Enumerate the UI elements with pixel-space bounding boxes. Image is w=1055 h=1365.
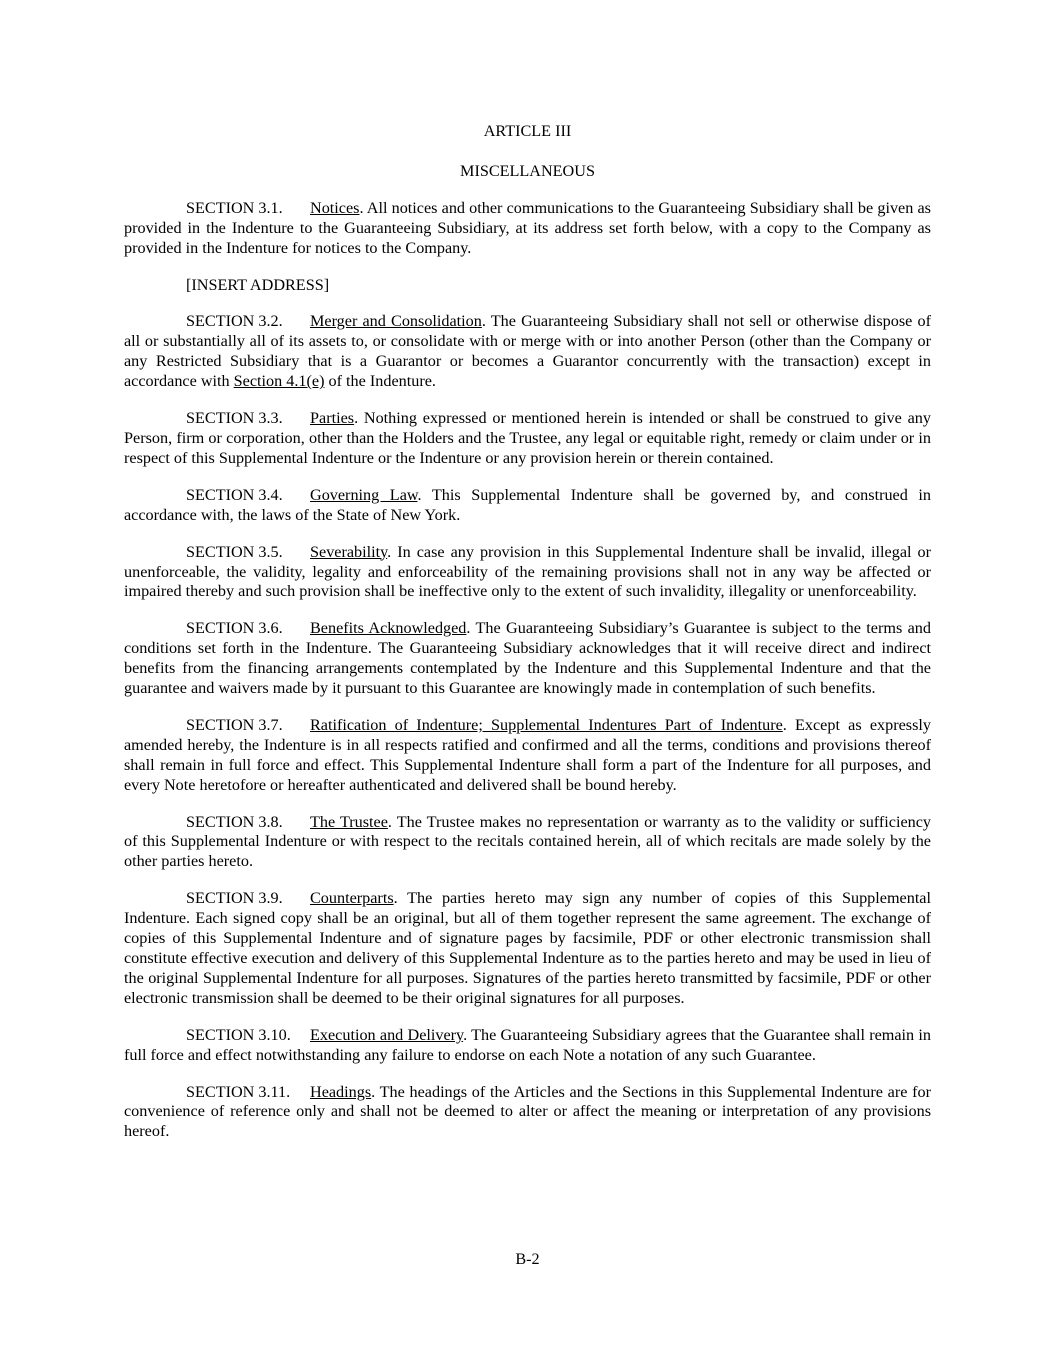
section-caption: Notices (310, 198, 360, 217)
section-reference-link: Section 4.1(e) (233, 372, 325, 391)
section-body: . In case any provision in this Supplemental Indenture shall be invalid, illegal or unenforceable, the validity, legality and enforceability of the remaining provisions shall not in any way be affected or impaired thereby and such provision shall be ineffective only to the extent of such invalidity, illegality or unenforceability. (124, 542, 931, 601)
section-3-4 (124, 486, 931, 526)
section-body: . The headings of the Articles and the Sections in this Supplemental Indenture are for convenience of reference only and shall not be deemed to alter or affect the meaning or interpretation of any provisions hereof. (124, 1082, 931, 1141)
section-body: . The Guaranteeing Subsidiary agrees that the Guarantee shall remain in full force and effect notwithstanding any failure to endorse on each Note a notation of any such Guarantee. (124, 1025, 931, 1064)
section-number: SECTION 3.6. (186, 619, 283, 638)
article-title: MISCELLANEOUS (460, 161, 595, 180)
section-3-11 (124, 1083, 931, 1143)
section-number: SECTION 3.5. (186, 542, 283, 561)
section-body: . Nothing expressed or mentioned herein is intended or shall be construed to give any Person, firm or corporation, other than the Holders and the Trustee, any legal or equitable right, remedy or claim under or in respect of this Supplemental Indenture or the Indenture or any provision herein or therein contained. (124, 409, 931, 467)
section-number: SECTION 3.4. (186, 485, 283, 504)
section-body: . The Trustee makes no representation or warranty as to the validity or sufficiency of this Supplemental Indenture or with respect to the recitals contained herein, all of which recitals are made solely by the other parties hereto. (124, 812, 932, 871)
section-caption: Ratification of Indenture; Supplemental Indentures Part of Indenture (310, 715, 783, 734)
section-body: . All notices and other communications to the Guaranteeing Subsidiary shall be given as provided in the Indenture to the Guaranteeing Subsidiary, at its address set forth below, with a copy to the Company as provided in the Indenture for notices to the Company. (124, 198, 931, 257)
section-body: . This Supplemental Indenture shall be governed by, and construed in accordance with, the laws of the State of New York. (124, 485, 931, 524)
section-number: SECTION 3.8. (186, 812, 283, 831)
section-caption: Severability (310, 542, 388, 561)
section-body: . The Guaranteeing Subsidiary’s Guarantee is subject to the terms and conditions set forth in the Indenture. The Guaranteeing Subsidiary acknowledges that it will receive direct and indirect benefits from the financing arrangements contemplated by the Indenture and this Supplemental Indenture and that the guarantee and waivers made by it pursuant to this Guarantee are knowingly made in contemplation of such benefits. (124, 619, 931, 698)
section-body: . The Guaranteeing Subsidiary shall not sell or otherwise dispose of all or substantially all of its assets to, or consolidate with or merge with or into another Person (other than the Company or any Restricted Subsidiary that is a Guarantor or becomes a Guarantor concurrently with the transaction) except in accordance with (124, 312, 931, 391)
section-caption: Headings (310, 1082, 372, 1101)
page-number: B-2 (515, 1250, 540, 1268)
section-caption: Benefits Acknowledged (310, 619, 467, 638)
section-3-6 (124, 619, 931, 699)
section-number: SECTION 3.1. (186, 198, 283, 217)
section-body: . The parties hereto may sign any number of copies of this Supplemental Indenture. Each signed copy shall be an original, but all of them together represent the same agreement. The exchange of copies of this Supplemental Indenture and of signature pages by facsimile, PDF or other electronic transmission shall constitute effective execution and delivery of this Supplemental Indenture as to the parties hereto and may be used in lieu of the original Supplemental Indenture for all purposes. Signatures of the parties hereto transmitted by facsimile, PDF or other electronic transmission shall be deemed to be their original signatures for all purposes. (124, 889, 931, 1007)
section-caption: Parties (310, 409, 355, 428)
section-3-2 (124, 312, 931, 392)
section-body: . Except as expressly amended hereby, the Indenture is in all respects ratified and confirmed and all the terms, conditions and provisions thereof shall remain in full force and effect. This Supplemental Indenture shall form a part of the Indenture for all purposes, and every Note heretofore or hereafter authenticated and delivered shall be bound hereby. (124, 715, 931, 794)
section-caption: Governing Law (310, 485, 418, 504)
section-number: SECTION 3.7. (186, 715, 283, 734)
section-3-5 (124, 543, 931, 603)
section-number: SECTION 3.11. (186, 1082, 291, 1101)
address-placeholder: [INSERT ADDRESS] (186, 275, 330, 294)
section-3-9 (124, 889, 931, 1008)
section-caption: The Trustee (310, 812, 388, 831)
article-heading: ARTICLE III (483, 122, 572, 140)
section-number: SECTION 3.9. (186, 889, 283, 908)
section-number: SECTION 3.2. (186, 312, 283, 331)
section-body-end: of the Indenture. (324, 372, 436, 391)
section-number: SECTION 3.3. (186, 409, 283, 428)
section-3-1 (124, 199, 931, 259)
section-caption: Counterparts (310, 889, 394, 908)
section-caption: Execution and Delivery (310, 1025, 464, 1044)
section-3-7 (124, 716, 931, 796)
section-3-10 (124, 1026, 931, 1066)
document-page (124, 122, 931, 1159)
section-3-8 (124, 813, 931, 873)
section-caption: Merger and Consolidation (310, 312, 482, 331)
section-3-3 (124, 409, 931, 469)
section-number: SECTION 3.10. (186, 1025, 291, 1044)
